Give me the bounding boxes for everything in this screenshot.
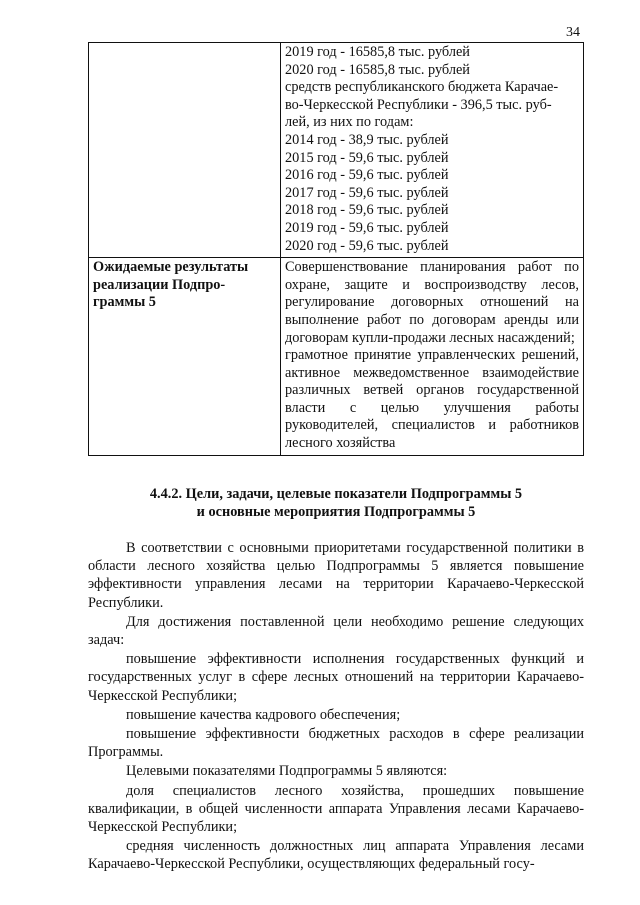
page-number: 34 <box>566 25 580 40</box>
expected-results-text <box>281 258 584 456</box>
paragraph: повышение эффективности исполнения государственных функций и государственных услуг в сфере лесных отношений на территории Карачаево-Черкесской Республики; <box>88 651 584 704</box>
label-line: граммы 5 <box>93 294 156 311</box>
label-line: Ожидаемые результаты <box>93 259 249 276</box>
subprogram-passport-table <box>88 42 584 456</box>
funding-line: 2015 год - 59,6 тыс. рублей <box>285 149 449 166</box>
funding-line: 2017 год - 59,6 тыс. рублей <box>285 184 449 201</box>
paragraph: В соответствии с основными приоритетами государственной политики в области лесного хозяйства целью Подпрограммы 5 является повышение эффективности управления лесами на территории Карачаево-Черкесской Республики. <box>88 540 584 611</box>
row-label-empty <box>89 43 281 258</box>
paragraph: Целевыми показателями Подпрограммы 5 являются: <box>126 763 448 780</box>
funding-line: 2016 год - 59,6 тыс. рублей <box>285 167 449 184</box>
section-heading-line: и основные мероприятия Подпрограммы 5 <box>196 503 476 520</box>
section-heading-line: 4.4.2. Цели, задачи, целевые показатели Подпрограммы 5 <box>149 486 523 502</box>
section-heading <box>88 486 584 521</box>
result-paragraph: грамотное принятие управленческих решений, активное межведомственное взаимодействие различных ветвей органов государственной власти с целью улучшения работы руководителей, специалистов и работников лесного хозяйства <box>285 347 579 452</box>
paragraph: повышение эффективности бюджетных расходов в сфере реализации Программы. <box>88 726 584 761</box>
funding-cell <box>281 43 584 258</box>
funding-line: 2014 год - 38,9 тыс. рублей <box>285 131 449 148</box>
table-row-expected-results <box>89 258 584 456</box>
expected-results-label <box>89 258 281 456</box>
label-line: реализации Подпро- <box>93 276 226 293</box>
funding-line: 2019 год - 16585,8 тыс. рублей <box>285 44 470 60</box>
table-row-funding <box>89 43 584 258</box>
paragraph: Для достижения поставленной цели необходимо решение следующих задач: <box>88 613 584 649</box>
result-paragraph: Совершенствование планирования работ по охране, защите и воспроизводству лесов, регулирование договорных отношений на выполнение работ по договорам аренды или договорам купли-продажи лесных насаждений; <box>285 259 579 346</box>
paragraph: доля специалистов лесного хозяйства, прошедших повышение квалификации, в общей численности аппарата Управления лесами Карачаево-Черкесской Республики; <box>88 782 584 836</box>
funding-line: лей, из них по годам: <box>285 114 414 131</box>
funding-line: 2018 год - 59,6 тыс. рублей <box>285 202 449 219</box>
funding-line: 2019 год - 59,6 тыс. рублей <box>285 219 449 236</box>
funding-line: во-Черкесской Республики - 396,5 тыс. руб- <box>285 96 552 113</box>
funding-line: 2020 год - 16585,8 тыс. рублей <box>285 61 470 78</box>
paragraph: средняя численность должностных лиц аппарата Управления лесами Карачаево-Черкесской Республики, осуществляющих федеральный госу- <box>88 838 584 873</box>
paragraph: повышение качества кадрового обеспечения; <box>126 706 401 723</box>
funding-line: 2020 год - 59,6 тыс. рублей <box>285 237 449 254</box>
funding-line: средств республиканского бюджета Карачае- <box>285 79 559 96</box>
body-text <box>88 539 584 875</box>
